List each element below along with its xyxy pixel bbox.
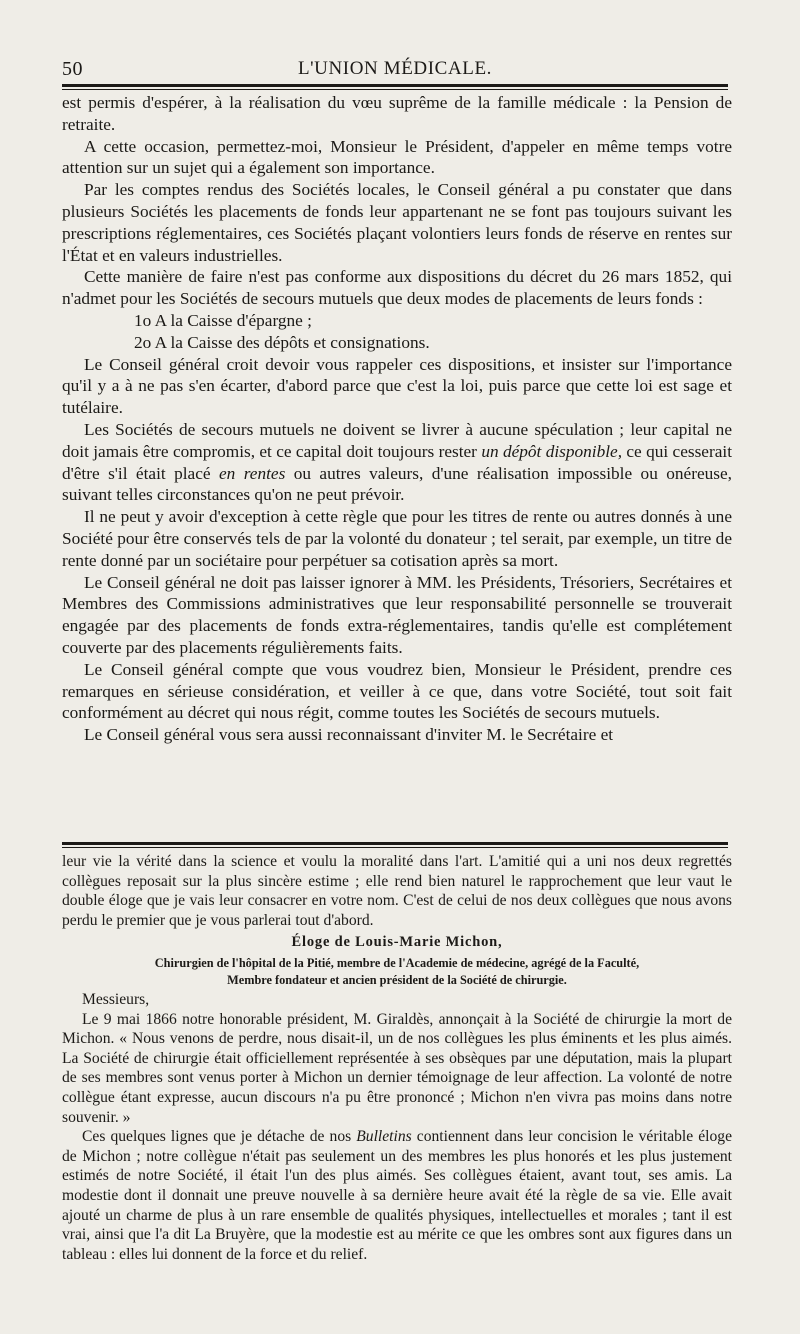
page-header	[62, 48, 728, 84]
text-run: contiennent dans leur concision le véritable éloge de Michon ; notre collègue n'était pas seulement un des membres les plus honorés et les plus justement estimés de notre Société, il était l'un des plus aimés. Ses collègues étaient, avant tout, ses amis. La modestie dont il donnait une preuve nouvelle à sa dernière heure avait été la règle de sa vie. Elle avait ajouté un charme de plus à un rare ensemble de qualités physiques, intellectuelles et morales ; tant il est vrai, ainsi que l'a dit La Bruyère, que la modestie est au mérite ce que les ombres sont aux figures dans un tableau : elles lui donnent de la force et du relief.	[62, 1128, 732, 1263]
feuilleton-rule	[62, 842, 728, 848]
text-run: ou autres valeurs, d'une réalisation impossible ou onéreuse, suivant telles circonstances qu'on ne peut prévoir.	[62, 463, 732, 505]
paragraph-depot	[62, 419, 732, 506]
text-run: Ces quelques lignes que je détache de nos	[82, 1128, 357, 1146]
paragraph: Le Conseil général croit devoir vous rappeler ces dispositions, et insister sur l'importance qu'il y a à ne pas s'en écarter, d'abord parce que c'est la loi, puis parce que cette loi est sage et tutélaire.	[62, 354, 732, 418]
eloge-title: Éloge de Louis-Marie Michon,	[291, 934, 503, 951]
paragraph: Il ne peut y avoir d'exception à cette règle que pour les titres de rente ou autres donnés à une Société pour être conservés tels de par la volonté du donateur ; tel serait, par exemple, un titre de rente donné par un sociétaire pour perpétuer sa cotisation après sa mort.	[62, 507, 732, 570]
paragraph	[62, 1127, 732, 1264]
feuilleton-column	[62, 852, 732, 1264]
main-column	[62, 92, 732, 746]
running-title: L'UNION MÉDICALE.	[297, 58, 493, 79]
emphasis: Bulletins	[356, 1128, 412, 1146]
salutation: Messieurs,	[82, 990, 150, 1008]
text-run: ce qui cesserait d'être s'il était placé	[62, 441, 733, 483]
paragraph: Le Conseil général ne doit pas laisser ignorer à MM. les Présidents, Trésoriers, Secrétaires et Membres des Commissions administratives que leur responsabilité personnelle se trouverait engagée par des placements de fonds extra-réglementaires, tandis qu'elle est complétement couverte par des placements régulièrements faits.	[62, 572, 732, 657]
paragraph: A cette occasion, permettez-moi, Monsieur le Président, d'appeler en même temps votre attention sur un sujet qui a également son importance.	[62, 136, 732, 178]
page-number: 50	[62, 58, 83, 80]
paragraph: est permis d'espérer, à la réalisation du vœu suprême de la famille médicale : la Pension de retraite.	[62, 93, 732, 134]
emphasis: un dépôt disponible,	[481, 441, 623, 461]
paragraph: Le Conseil général compte que vous voudrez bien, Monsieur le Président, prendre ces remarques en sérieuse considération, et veiller à ce que, dans votre Société, tout soit fait conformément au décret qui nous régit, comme toutes les Sociétés de secours mutuels.	[62, 659, 732, 723]
text-run: Les Sociétés de secours mutuels ne doivent se livrer à aucune spéculation ; leur capital ne doit jamais être compromis, et ce capital doit toujours rester	[62, 419, 732, 461]
list-item: 2o A la Caisse des dépôts et consignations.	[134, 332, 430, 352]
header-rule	[62, 84, 728, 90]
eloge-subtitle: Membre fondateur et ancien président de la Société de chirurgie.	[227, 973, 567, 988]
paragraph: Le 9 mai 1866 notre honorable président, M. Giraldès, annonçait à la Société de chirurgie la mort de Michon. « Nous venons de perdre, nous disait-il, un de nos collègues les plus éminents et les plus aimés. La Société de chirurgie était officiellement représentée à ses obsèques par une députation, mais la plupart de ses membres sont venus porter à Michon un dernier témoignage de leur affection. La volonté de notre collègue étant expresse, aucun discours n'a pu être prononcé ; Michon n'en vivra pas moins dans notre souvenir. »	[62, 1010, 732, 1126]
emphasis: en rentes	[218, 463, 286, 483]
feuilleton-intro: leur vie la vérité dans la science et voulu la moralité dans l'art. L'amitié qui a uni nos deux regrettés collègues reposait sur la plus sincère estime ; elle rend bien naturel le rapprochement que leur vaut le double éloge que je vais leur consacrer en votre nom. C'est de celui de nos deux collègues que nous avons perdu le premier que je vous parlerai tout d'abord.	[62, 853, 732, 929]
paragraph: Le Conseil général vous sera aussi reconnaissant d'inviter M. le Secrétaire et	[84, 725, 614, 745]
list-item: 1o A la Caisse d'épargne ;	[134, 310, 312, 330]
paragraph: Cette manière de faire n'est pas conforme aux dispositions du décret du 26 mars 1852, qui n'admet pour les Sociétés de secours mutuels que deux modes de placements de leurs fonds :	[62, 267, 732, 309]
paragraph: Par les comptes rendus des Sociétés locales, le Conseil général a pu constater que dans plusieurs Sociétés les placements de fonds leur appartenant ne se font pas toujours suivant les prescriptions réglementaires, ces Sociétés plaçant volontiers leurs fonds de réserve en rentes sur l'État et en valeurs industrielles.	[62, 180, 732, 265]
eloge-subtitle: Chirurgien de l'hôpital de la Pitié, membre de l'Academie de médecine, agrégé de la Faculté,	[154, 955, 640, 970]
